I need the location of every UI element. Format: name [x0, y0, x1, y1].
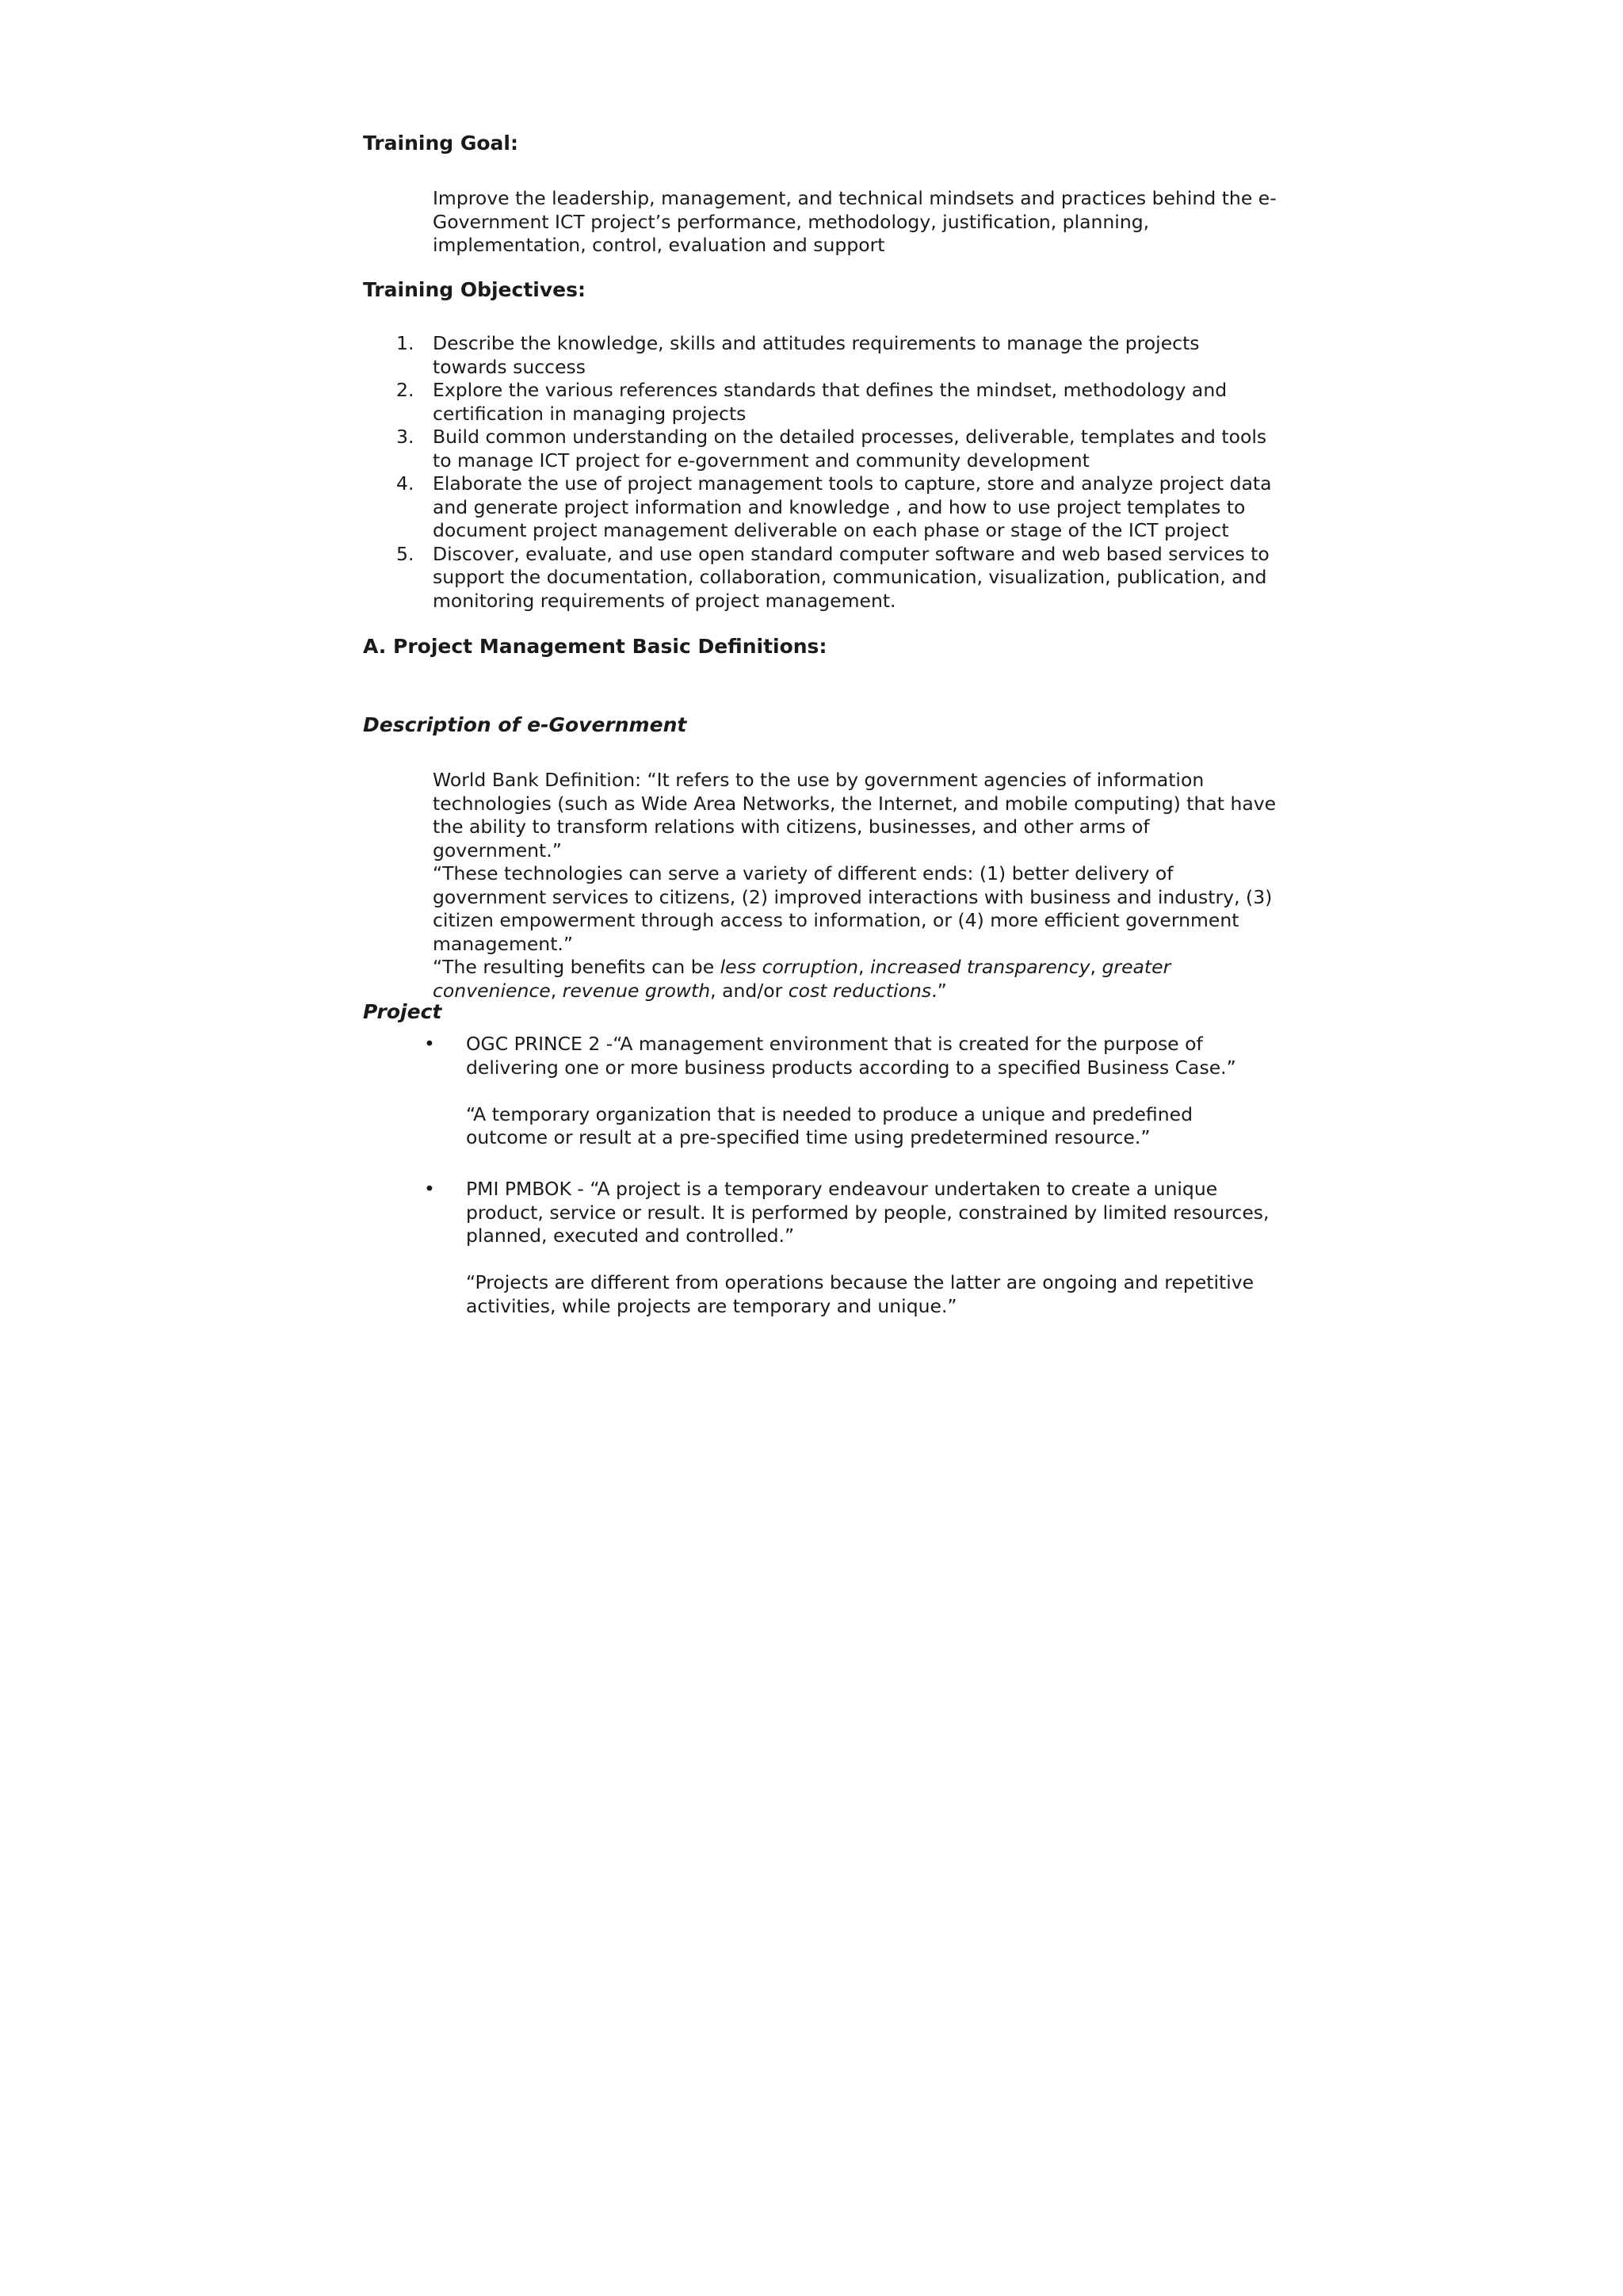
- pmbok-definition: PMI PMBOK - “A project is a temporary endeavour undertaken to create a unique product, service or result. It is performed by people, constrained by limited resources, planned, executed and controlled.”: [466, 1178, 1270, 1247]
- objective-item: [396, 379, 1276, 426]
- benefit-increased-transparency: increased transparency: [870, 956, 1090, 978]
- egov-definition-p2: “These technologies can serve a variety of different ends: (1) better delivery of government services to citizens, (2) improved interactions with business and industry, (3) citizen empowerment through access to information, or (4) more efficient government management.”: [433, 862, 1273, 955]
- project-definition-prince2: [424, 1033, 1274, 1150]
- bullet-icon: •: [424, 1033, 435, 1055]
- objective-item: [396, 543, 1276, 613]
- benefit-separator: ,: [1090, 956, 1102, 978]
- objective-item: [396, 472, 1276, 543]
- training-objectives-list: [396, 332, 1276, 613]
- training-goal-heading: Training Goal:: [363, 132, 518, 155]
- objective-number: 1.: [396, 332, 414, 354]
- egov-definition-block: [433, 769, 1281, 1003]
- benefit-separator: ,: [550, 979, 563, 1002]
- objective-number: 2.: [396, 379, 414, 401]
- objective-number: 4.: [396, 472, 414, 495]
- benefit-revenue-growth: revenue growth: [562, 979, 711, 1002]
- egov-benefits: [433, 956, 1281, 1003]
- benefit-cost-reductions: cost reductions: [788, 979, 932, 1002]
- objective-item: [396, 332, 1276, 379]
- egov-benefits-end: .”: [931, 979, 947, 1002]
- objective-number: 5.: [396, 542, 414, 565]
- objective-number: 3.: [396, 426, 414, 448]
- objective-text: Discover, evaluate, and use open standard computer software and web based services to support the documentation, collaboration, communication, visualization, publication, and monitoring requirements of project management.: [433, 542, 1270, 612]
- egov-benefits-start: “The resulting benefits can be: [433, 956, 720, 978]
- egov-definition-p1: World Bank Definition: “It refers to the use by government agencies of information technologies (such as Wide Area Networks, the Internet, and mobile computing) that have the ability to transform relations with citizens, businesses, and other arms of government.”: [433, 769, 1277, 861]
- objective-text: Build common understanding on the detailed processes, deliverable, templates and tools to manage ICT project for e-government and community development: [433, 426, 1267, 472]
- project-heading: Project: [363, 1000, 442, 1023]
- section-a-heading: A. Project Management Basic Definitions:: [363, 635, 827, 658]
- training-objectives-heading: Training Objectives:: [363, 278, 586, 301]
- objective-text: Elaborate the use of project management tools to capture, store and analyze project data and generate project information and knowledge , and how to use project templates to document project management deliverable on each phase or stage of the ICT project: [433, 472, 1272, 541]
- pmbok-operations-comparison: “Projects are different from operations because the latter are ongoing and repetitive activities, while projects are temporary and unique.”: [466, 1271, 1254, 1317]
- objective-item: [396, 426, 1276, 472]
- objective-text: Describe the knowledge, skills and attitudes requirements to manage the projects towards success: [433, 332, 1200, 378]
- benefit-greater-convenience: greater convenience: [433, 956, 1171, 1002]
- prince2-temporary-organization: “A temporary organization that is needed to produce a unique and predefined outcome or result at a pre-specified time using predetermined resource.”: [466, 1102, 1193, 1148]
- benefit-less-corruption: less corruption: [720, 956, 859, 978]
- training-goal-text: Improve the leadership, management, and technical mindsets and practices behind the e-Government ICT project’s performance, methodology, justification, planning, implementation, control, evaluation and support: [433, 187, 1277, 256]
- benefit-separator: , and/or: [710, 979, 789, 1002]
- project-definition-pmbok: [424, 1178, 1274, 1318]
- benefit-separator: ,: [858, 956, 870, 978]
- objective-text: Explore the various references standards that defines the mindset, methodology and certification in managing projects: [433, 379, 1228, 425]
- egov-heading: Description of e-Government: [363, 713, 687, 736]
- bullet-icon: •: [424, 1178, 435, 1200]
- prince2-definition: OGC PRINCE 2 -“A management environment that is created for the purpose of delivering one or more business products according to a specified Business Case.”: [466, 1033, 1236, 1079]
